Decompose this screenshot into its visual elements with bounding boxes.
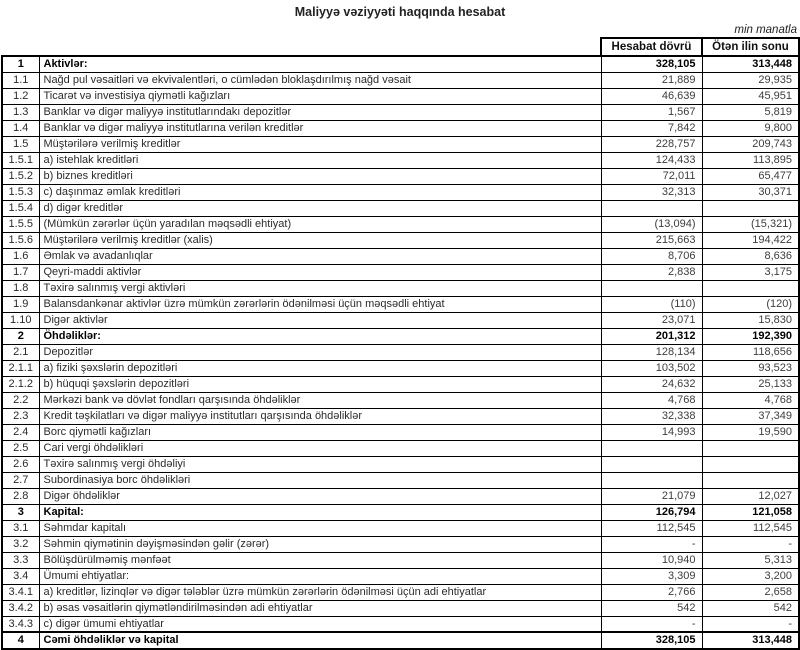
row-prev-value: (15,321) xyxy=(702,216,799,232)
row-number: 1.5.2 xyxy=(2,168,39,184)
table-row xyxy=(2,296,799,312)
row-label: Depozitlər xyxy=(39,344,601,360)
row-period-value: 228,757 xyxy=(601,136,702,152)
row-prev-value: 8,636 xyxy=(702,248,799,264)
row-period-value: 14,993 xyxy=(601,424,702,440)
row-prev-value: 30,371 xyxy=(702,184,799,200)
row-label: Müştərilərə verilmiş kreditlər (xalis) xyxy=(39,232,601,248)
table-row xyxy=(2,280,799,296)
table-row xyxy=(2,232,799,248)
row-prev-value: 5,313 xyxy=(702,552,799,568)
row-period-value: 215,663 xyxy=(601,232,702,248)
row-prev-value: 118,656 xyxy=(702,344,799,360)
table-row xyxy=(2,568,799,584)
table-row xyxy=(2,72,799,88)
row-period-value: 7,842 xyxy=(601,120,702,136)
table-row xyxy=(2,264,799,280)
row-label: Borc qiymətli kağızları xyxy=(39,424,601,440)
table-row xyxy=(2,120,799,136)
row-prev-value xyxy=(702,440,799,456)
row-period-value: 24,632 xyxy=(601,376,702,392)
row-number: 2.1 xyxy=(2,344,39,360)
row-prev-value: 3,200 xyxy=(702,568,799,584)
row-period-value xyxy=(601,456,702,472)
table-row xyxy=(2,136,799,152)
row-period-value: 8,706 xyxy=(601,248,702,264)
row-period-value: - xyxy=(601,616,702,632)
row-label: Öhdəliklər: xyxy=(39,328,601,344)
table-row xyxy=(2,632,799,649)
table-row xyxy=(2,616,799,632)
table-row xyxy=(2,424,799,440)
row-label: a) fiziki şəxslərin depozitləri xyxy=(39,360,601,376)
row-label: b) əsas vəsaitlərin qiymətləndirilməsindən adi ehtiyatlar xyxy=(39,600,601,616)
row-label: c) digər ümumi ehtiyatlar xyxy=(39,616,601,632)
row-period-value: 2,766 xyxy=(601,584,702,600)
table-row xyxy=(2,312,799,328)
row-prev-value: 112,545 xyxy=(702,520,799,536)
row-prev-value: 9,800 xyxy=(702,120,799,136)
row-period-value: 72,011 xyxy=(601,168,702,184)
row-prev-value: 37,349 xyxy=(702,408,799,424)
row-prev-value: - xyxy=(702,536,799,552)
row-period-value: 46,639 xyxy=(601,88,702,104)
table-header xyxy=(2,38,799,56)
table-row xyxy=(2,184,799,200)
row-label: Subordinasiya borc öhdəlikləri xyxy=(39,472,601,488)
table-row xyxy=(2,104,799,120)
financial-position-table xyxy=(1,37,800,650)
row-prev-value: - xyxy=(702,616,799,632)
row-prev-value: 45,951 xyxy=(702,88,799,104)
row-label: Qeyri-maddi aktivlər xyxy=(39,264,601,280)
table-row xyxy=(2,552,799,568)
table-row xyxy=(2,88,799,104)
row-prev-value xyxy=(702,472,799,488)
row-number: 1.5.4 xyxy=(2,200,39,216)
table-row xyxy=(2,440,799,456)
row-prev-value xyxy=(702,200,799,216)
row-prev-value: 15,830 xyxy=(702,312,799,328)
row-number: 1.8 xyxy=(2,280,39,296)
row-prev-value: 25,133 xyxy=(702,376,799,392)
row-period-value: (110) xyxy=(601,296,702,312)
row-prev-value: (120) xyxy=(702,296,799,312)
row-number: 1.5.6 xyxy=(2,232,39,248)
row-label: b) biznes kreditləri xyxy=(39,168,601,184)
table-row xyxy=(2,520,799,536)
row-number: 3.1 xyxy=(2,520,39,536)
row-number: 3 xyxy=(2,504,39,520)
row-prev-value: 313,448 xyxy=(702,56,799,72)
row-number: 1.4 xyxy=(2,120,39,136)
row-prev-value: 2,658 xyxy=(702,584,799,600)
row-label: Bölüşdürülməmiş mənfəət xyxy=(39,552,601,568)
row-label: a) kreditlər, lizinqlər və digər tələblər üzrə mümkün zərərlərin ödənilməsi üçün adi ehtiyatlar xyxy=(39,584,601,600)
row-label: (Mümkün zərərlər üçün yaradılan məqsədli ehtiyat) xyxy=(39,216,601,232)
row-number: 2.5 xyxy=(2,440,39,456)
row-label: Mərkəzi bank və dövlət fondları qarşısında öhdəliklər xyxy=(39,392,601,408)
table-row xyxy=(2,504,799,520)
row-prev-value: 3,175 xyxy=(702,264,799,280)
row-period-value: 128,134 xyxy=(601,344,702,360)
row-number: 2.4 xyxy=(2,424,39,440)
row-period-value: 201,312 xyxy=(601,328,702,344)
row-period-value: 328,105 xyxy=(601,632,702,649)
column-header-period: Hesabat dövrü xyxy=(601,38,702,56)
table-row xyxy=(2,200,799,216)
row-label: Səhmin qiymətinin dəyişməsindən gəlir (zərər) xyxy=(39,536,601,552)
row-label: Cari vergi öhdəlikləri xyxy=(39,440,601,456)
table-row xyxy=(2,152,799,168)
row-period-value: 21,079 xyxy=(601,488,702,504)
row-period-value: 32,338 xyxy=(601,408,702,424)
row-number: 1.10 xyxy=(2,312,39,328)
row-period-value: 10,940 xyxy=(601,552,702,568)
table-row xyxy=(2,536,799,552)
row-number: 2 xyxy=(2,328,39,344)
row-prev-value xyxy=(702,280,799,296)
table-row xyxy=(2,344,799,360)
row-number: 2.3 xyxy=(2,408,39,424)
row-period-value: - xyxy=(601,536,702,552)
row-number: 1.2 xyxy=(2,88,39,104)
table-row xyxy=(2,216,799,232)
row-prev-value: 29,935 xyxy=(702,72,799,88)
table-row xyxy=(2,408,799,424)
row-label: Balansdankənar aktivlər üzrə mümkün zərərlərin ödənilməsi üçün məqsədli ehtiyat xyxy=(39,296,601,312)
row-label: Təxirə salınmış vergi öhdəliyi xyxy=(39,456,601,472)
row-prev-value: 194,422 xyxy=(702,232,799,248)
row-prev-value: 5,819 xyxy=(702,104,799,120)
row-label: Banklar və digər maliyyə institutlarındakı depozitlər xyxy=(39,104,601,120)
row-number: 1.7 xyxy=(2,264,39,280)
row-prev-value: 121,058 xyxy=(702,504,799,520)
row-number: 1.3 xyxy=(2,104,39,120)
row-period-value: 112,545 xyxy=(601,520,702,536)
row-number: 2.2 xyxy=(2,392,39,408)
row-number: 1.5.5 xyxy=(2,216,39,232)
row-label: Kredit təşkilatları və digər maliyyə institutları qarşısında öhdəliklər xyxy=(39,408,601,424)
header-spacer xyxy=(2,38,601,56)
row-label: Təxirə salınmış vergi aktivləri xyxy=(39,280,601,296)
row-number: 3.4.2 xyxy=(2,600,39,616)
row-period-value xyxy=(601,200,702,216)
unit-note: min manatla xyxy=(734,24,797,36)
row-label: Nağd pul vəsaitləri və ekvivalentləri, o cümlədən bloklaşdırılmış nağd vəsait xyxy=(39,72,601,88)
row-number: 1 xyxy=(2,56,39,72)
row-number: 1.9 xyxy=(2,296,39,312)
row-prev-value: 4,768 xyxy=(702,392,799,408)
row-label: Əmlak və avadanlıqlar xyxy=(39,248,601,264)
row-label: Digər aktivlər xyxy=(39,312,601,328)
row-number: 1.5 xyxy=(2,136,39,152)
report-title: Maliyyə vəziyyəti haqqında hesabat xyxy=(294,5,506,19)
row-period-value: 4,768 xyxy=(601,392,702,408)
row-period-value xyxy=(601,280,702,296)
row-prev-value: 113,895 xyxy=(702,152,799,168)
row-prev-value: 12,027 xyxy=(702,488,799,504)
row-number: 4 xyxy=(2,632,39,649)
table-row xyxy=(2,584,799,600)
table-row xyxy=(2,56,799,72)
row-label: b) hüquqi şəxslərin depozitləri xyxy=(39,376,601,392)
row-number: 3.2 xyxy=(2,536,39,552)
row-number: 3.4 xyxy=(2,568,39,584)
row-period-value: 126,794 xyxy=(601,504,702,520)
row-label: a) istehlak kreditləri xyxy=(39,152,601,168)
column-header-previous: Ötən ilin sonu xyxy=(702,38,799,56)
row-period-value xyxy=(601,472,702,488)
row-prev-value: 542 xyxy=(702,600,799,616)
row-number: 2.7 xyxy=(2,472,39,488)
row-label: d) digər kreditlər xyxy=(39,200,601,216)
table-row xyxy=(2,248,799,264)
table-row xyxy=(2,456,799,472)
row-prev-value: 19,590 xyxy=(702,424,799,440)
row-label: c) daşınmaz əmlak kreditləri xyxy=(39,184,601,200)
row-label: Səhmdar kapitalı xyxy=(39,520,601,536)
table-row xyxy=(2,360,799,376)
row-label: Cəmi öhdəliklər və kapital xyxy=(39,632,601,649)
row-number: 3.4.3 xyxy=(2,616,39,632)
row-number: 2.1.2 xyxy=(2,376,39,392)
row-period-value: 3,309 xyxy=(601,568,702,584)
row-prev-value: 313,448 xyxy=(702,632,799,649)
row-period-value: 1,567 xyxy=(601,104,702,120)
table-row xyxy=(2,600,799,616)
row-period-value: (13,094) xyxy=(601,216,702,232)
table-row xyxy=(2,472,799,488)
table-row xyxy=(2,328,799,344)
row-label: Digər öhdəliklər xyxy=(39,488,601,504)
row-label: Ticarət və investisiya qiymətli kağızları xyxy=(39,88,601,104)
row-label: Ümumi ehtiyatlar: xyxy=(39,568,601,584)
table-row xyxy=(2,168,799,184)
row-period-value: 124,433 xyxy=(601,152,702,168)
table-row xyxy=(2,392,799,408)
row-period-value: 32,313 xyxy=(601,184,702,200)
row-period-value: 328,105 xyxy=(601,56,702,72)
row-label: Müştərilərə verilmiş kreditlər xyxy=(39,136,601,152)
row-prev-value: 192,390 xyxy=(702,328,799,344)
row-prev-value: 93,523 xyxy=(702,360,799,376)
row-prev-value: 65,477 xyxy=(702,168,799,184)
row-number: 2.8 xyxy=(2,488,39,504)
table-row xyxy=(2,488,799,504)
row-period-value: 23,071 xyxy=(601,312,702,328)
row-prev-value: 209,743 xyxy=(702,136,799,152)
row-period-value: 103,502 xyxy=(601,360,702,376)
row-number: 1.1 xyxy=(2,72,39,88)
row-period-value: 542 xyxy=(601,600,702,616)
row-period-value xyxy=(601,440,702,456)
row-number: 2.6 xyxy=(2,456,39,472)
row-label: Aktivlər: xyxy=(39,56,601,72)
table-row xyxy=(2,376,799,392)
row-number: 2.1.1 xyxy=(2,360,39,376)
row-number: 3.3 xyxy=(2,552,39,568)
row-period-value: 21,889 xyxy=(601,72,702,88)
row-number: 1.5.1 xyxy=(2,152,39,168)
report-table-body xyxy=(2,56,799,649)
row-period-value: 2,838 xyxy=(601,264,702,280)
row-prev-value xyxy=(702,456,799,472)
row-number: 1.5.3 xyxy=(2,184,39,200)
row-label: Kapital: xyxy=(39,504,601,520)
row-number: 1.6 xyxy=(2,248,39,264)
row-label: Banklar və digər maliyyə institutlarına verilən kreditlər xyxy=(39,120,601,136)
row-number: 3.4.1 xyxy=(2,584,39,600)
